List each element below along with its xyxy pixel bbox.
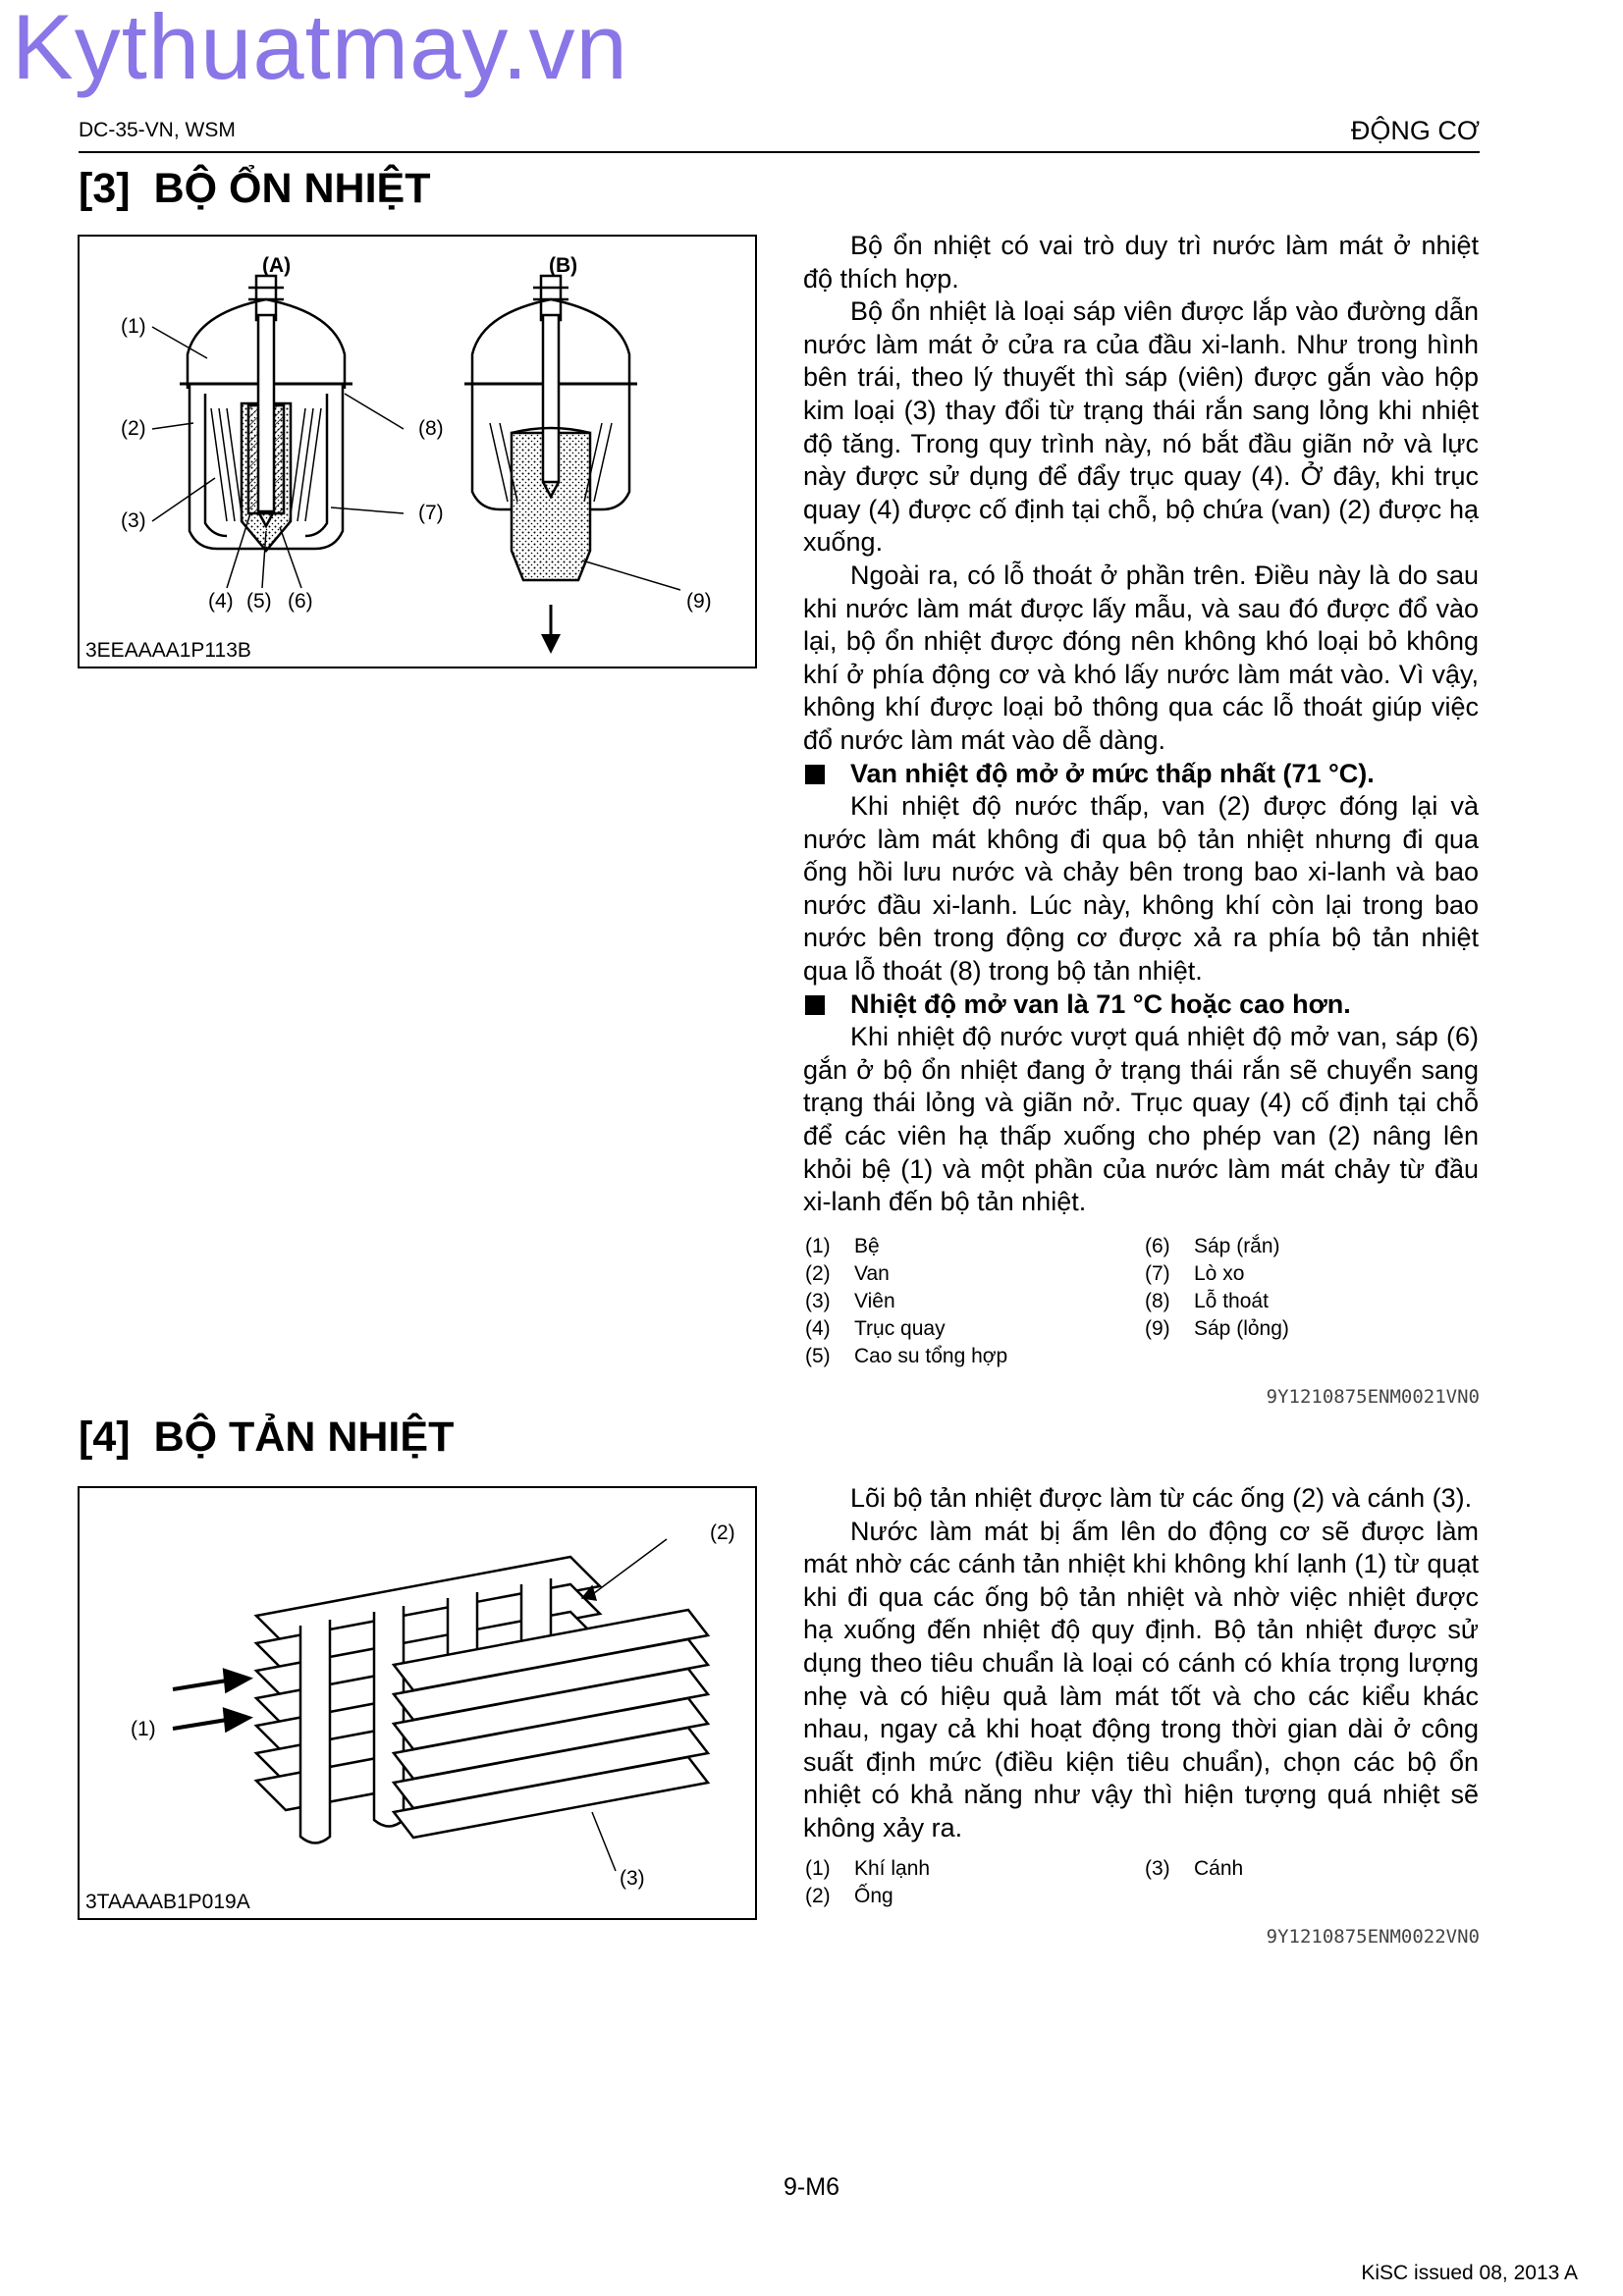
section-3-paragraph-1: Bộ ổn nhiệt có vai trò duy trì nước làm mát ở nhiệt độ thích hợp.	[803, 231, 1479, 294]
label-a: (A)	[262, 254, 292, 277]
header-doc-id: DC-35-VN, WSM	[79, 119, 236, 141]
watermark-text: Kythuatmay.vn	[12, 0, 628, 98]
section-4-title	[79, 1414, 454, 1462]
section-3-paragraph-5: Khi nhiệt độ nước vượt quá nhiệt độ mở van, sáp (6) gắn ở bộ ổn nhiệt đang ở trạng thái rắn sẽ chuyển sang trạng thái lỏng và giãn nở. Trục quay (4) cố định tại chỗ để các viên hạ thấp xuống cho phép van (2) nâng lên khỏi bệ (1) và một phần của nước làm mát chảy từ đầu xi-lanh đến bộ tản nhiệt.	[803, 1022, 1479, 1217]
callout-1: (1)	[131, 1718, 156, 1740]
section-4-doc-code: 9Y1210875ENM0022VN0	[1266, 1926, 1480, 1948]
legend-item: (6) Sáp (rắn)	[1145, 1235, 1280, 1257]
section-3-paragraph-2: Bộ ổn nhiệt là loại sáp viên được lắp vào đường dẫn nước làm mát ở cửa ra của đầu xi-lanh. Như trong hình bên trái, theo lý thuyết thì sáp (viên) được gắn vào hộp kim loại (3) thay đổi từ trạng thái rắn sang lỏng khi nhiệt độ tăng. Trong quy trình này, nó bắt đầu giãn nở và lực này được sử dụng để đẩy trục quay (4). Ở đây, khi trục quay (4) được cố định tại chỗ, bộ chứa (van) (2) được hạ xuống.	[803, 296, 1479, 558]
bullet-square-icon	[805, 765, 825, 784]
legend-item: (5) Cao su tổng hợp	[805, 1345, 1008, 1367]
section-4-paragraph-1: Lõi bộ tản nhiệt được làm từ các ống (2) và cánh (3).	[850, 1483, 1473, 1513]
callout-lines	[152, 327, 680, 590]
thermostat-drawing	[80, 237, 755, 667]
section-3-heading-1	[803, 758, 1479, 791]
section-3-heading-2	[803, 988, 1479, 1022]
callout-2: (2)	[121, 417, 146, 440]
radiator-figure	[78, 1486, 757, 1920]
callout-3: (3)	[620, 1867, 645, 1890]
radiator-drawing	[80, 1488, 755, 1918]
section-4-legend-right	[1145, 1855, 1479, 1883]
bullet-square-icon	[805, 995, 825, 1015]
thermostat-figure	[78, 235, 757, 668]
header-chapter: ĐỘNG CƠ	[1350, 116, 1480, 145]
arrowhead-icon	[541, 634, 561, 654]
figure-3-code: 3EEAAAA1P113B	[85, 639, 251, 662]
legend-item: (2) Van	[805, 1262, 890, 1285]
legend-item: (3) Cánh	[1145, 1857, 1244, 1880]
thermostat-b-open	[464, 276, 637, 580]
section-4-number: [4]	[79, 1414, 131, 1461]
callout-6: (6)	[288, 590, 313, 613]
heading-1-text: Van nhiệt độ mở ở mức thấp nhất (71 °C).	[850, 758, 1375, 788]
section-4-text	[803, 1482, 1479, 1845]
page-number: 9-M6	[784, 2173, 839, 2201]
callout-4: (4)	[208, 590, 234, 613]
section-3-doc-code: 9Y1210875ENM0021VN0	[1266, 1386, 1480, 1408]
section-3-number: [3]	[79, 165, 131, 212]
legend-item: (1) Bệ	[805, 1235, 880, 1257]
heading-2-text: Nhiệt độ mở van là 71 °C hoặc cao hơn.	[850, 988, 1351, 1019]
section-3-title-text: BỘ ỔN NHIỆT	[153, 165, 431, 212]
legend-item: (4) Trục quay	[805, 1317, 946, 1340]
section-3-title	[79, 165, 430, 213]
legend-item: (8) Lỗ thoát	[1145, 1290, 1269, 1312]
section-3-legend-left	[805, 1233, 1139, 1370]
callout-1: (1)	[121, 315, 146, 338]
thermostat-a-closed	[180, 276, 352, 551]
legend-item: (2) Ống	[805, 1885, 893, 1907]
section-4-legend-left	[805, 1855, 1139, 1910]
section-4-title-text: BỘ TẢN NHIỆT	[153, 1414, 455, 1461]
figure-4-code: 3TAAAAB1P019A	[85, 1891, 250, 1913]
legend-item: (1) Khí lạnh	[805, 1857, 931, 1880]
section-4-paragraph-2: Nước làm mát bị ấm lên do động cơ sẽ được làm mát nhờ các cánh tản nhiệt khi không khí lạnh (1) từ quạt khi đi qua các ống bộ tản nhiệt và nhờ việc nhiệt được hạ xuống đến nhiệt độ quy định. Bộ tản nhiệt được sử dụng theo tiêu chuẩn là loại có cánh có khía trọng lượng nhẹ và có hiệu quả làm mát tốt và cho các kiểu khác nhau, ngay cả khi hoạt động trong thời gian dài ở công suất định mức (điều kiện tiêu chuẩn), chọn các bộ ổn nhiệt có khả năng như vậy thì hiện tượng quá nhiệt sẽ không xảy ra.	[803, 1516, 1479, 1842]
legend-item: (7) Lò xo	[1145, 1262, 1245, 1285]
callout-3: (3)	[121, 509, 146, 532]
section-3-text	[803, 230, 1479, 1219]
radiator-core	[256, 1557, 708, 1843]
callout-2: (2)	[710, 1522, 735, 1544]
air-flow-arrows	[173, 1671, 248, 1730]
header-rule	[79, 151, 1480, 153]
label-b: (B)	[549, 254, 578, 277]
issued-note: KiSC issued 08, 2013 A	[1361, 2262, 1578, 2284]
legend-item: (3) Viên	[805, 1290, 895, 1312]
callout-8: (8)	[418, 417, 444, 440]
section-3-paragraph-3: Ngoài ra, có lỗ thoát ở phần trên. Điều này là do sau khi nước làm mát được lấy mẫu, và sau đó được đổ vào lại, bộ ổn nhiệt được đóng nên không khó loại bỏ không khí ở phía động cơ và khó lấy nước làm mát vào. Vì vậy, không khí được loại bỏ thông qua các lỗ thoát giúp việc đổ nước làm mát vào dễ dàng.	[803, 560, 1479, 755]
section-3-legend-right	[1145, 1233, 1479, 1343]
callout-5: (5)	[246, 590, 272, 613]
section-3-paragraph-4: Khi nhiệt độ nước thấp, van (2) được đóng lại và nước làm mát không đi qua bộ tản nhiệt nhưng đi qua ống hồi lưu nước và chảy bên trong bao xi-lanh và bao nước đầu xi-lanh. Lúc này, không khí còn lại trong bao nước bên trong động cơ được xả ra phía bộ tản nhiệt qua lỗ thoát (8) trong bộ tản nhiệt.	[803, 791, 1479, 987]
legend-item: (9) Sáp (lỏng)	[1145, 1317, 1289, 1340]
callout-9: (9)	[686, 590, 712, 613]
callout-7: (7)	[418, 502, 444, 524]
